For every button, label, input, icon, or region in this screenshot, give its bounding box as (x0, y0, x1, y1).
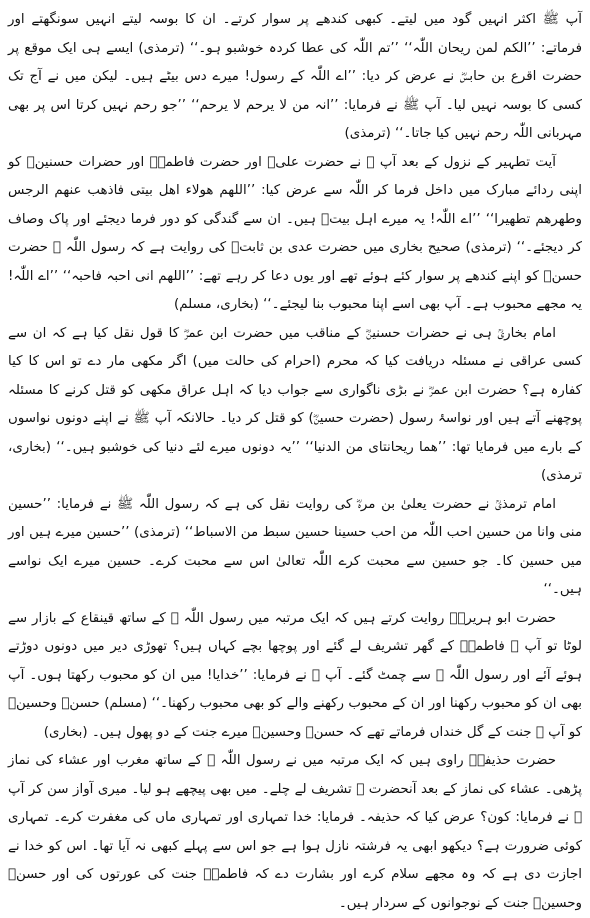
paragraph-5: حضرت ابو ہریرہؓ روایت کرتے ہیں کہ ایک مرتبہ میں رسول اللّٰہ ﷺ کے ساتھ قینقاع کے بازار سے لوٹا تو آپ ﷺ فاطمہؓ کے گھر تشریف لے گئے اور پوچھا بچے کہاں ہیں؟ تھوڑی دیر میں دونوں دوڑتے ہوئے آئے اور رسول اللّٰہ ﷺ سے چمٹ گئے۔ آپ ﷺ نے فرمایا: ’’خدایا! میں ان کو محبوب رکھتا ہوں۔ آپ بھی ان کو محبوب رکھنا اور ان کے محبوب رکھنے والے کو بھی محبوب رکھنا۔‘‘ (مسلم) حسنؓ وحسینؓ کو آپ ﷺ جنت کے گل خنداں فرماتے تھے کہ حسنؓ وحسینؓ میرے جنت کے دو پھول ہیں۔ (بخاری) (8, 610, 582, 740)
paragraph-6: حضرت حذیفہؓ راوی ہیں کہ ایک مرتبہ میں نے رسول اللّٰہ ﷺ کے ساتھ مغرب اور عشاء کی نماز پڑھی۔ عشاء کی نماز کے بعد آنحضرت ﷺ تشریف لے چلے۔ میں بھی پیچھے ہو لیا۔ میری آواز سن کر آپ ﷺ نے فرمایا: کون؟ عرض کیا کہ حذیفہ۔ فرمایا: خدا تمہاری اور تمہاری ماں کی مغفرت کرے۔ تمہاری کوئی ضرورت ہے؟ دیکھو ابھی یہ فرشتہ نازل ہوا ہے جو اس سے پہلے کبھی نہ آیا تھا۔ اس کو خدا نے اجازت دی ہے کہ وہ مجھے سلام کرے اور بشارت دے کہ فاطمہؓ جنت کی عورتوں کی اور حسنؓ وحسینؓ جنت کے نوجوانوں کے سردار ہیں۔ (8, 753, 582, 911)
paragraph-1: آپ ﷺ اکثر انہیں گود میں لیتے۔ کبھی کندھے پر سوار کرتے۔ ان کا بوسہ لیتے انہیں سونگھتے اور فرماتے: ’’الکم لمن ریحان اللّٰہ‘‘ ’’تم اللّٰہ کی عطا کردہ خوشبو ہو۔‘‘ (ترمذی) ایسے ہی ایک موقع پر حضرت اقرع بن حابسؓ نے عرض کر دیا: ’’اے اللّٰہ کے رسول! میرے دس بیٹے ہیں۔ لیکن میں نے آج تک کسی کا بوسہ نہیں لیا۔ آپ ﷺ نے فرمایا: ’’انہ من لا یرحم لا یرحم‘‘ ’’جو رحم نہیں کرتا اس پر بھی مہربانی اللّٰہ رحم نہیں کیا جاتا۔‘‘ (ترمذی) (8, 12, 582, 141)
urdu-text-page (8, 6, 582, 911)
paragraph-4: امام ترمذیؒ نے حضرت یعلیٰ بن مرہؓ کی روایت نقل کی ہے کہ رسول اللّٰہ ﷺ نے فرمایا: ’’حسین منی وانا من حسین احب اللّٰہ من احب حسینا حسین سبط من الاسباط‘‘ (ترمذی) ’’حسین میرے ہیں اور میں حسین کا۔ جو حسین سے محبت کرے اللّٰہ تعالیٰ اس سے محبت کرے۔ حسین میرے ایک نواسے ہیں۔‘‘ (8, 496, 582, 597)
paragraph-3: امام بخاریؒ ہی نے حضرات حسنینؓ کے مناقب میں حضرت ابن عمرؓ کا قول نقل کیا ہے کہ ان سے کسی عراقی نے مسئلہ دریافت کیا کہ محرم (احرام کی حالت میں) اگر مکھی مار دے تو اس کا کیا کفارہ ہے؟ حضرت ابن عمرؓ نے بڑی ناگواری سے جواب دیا کہ اہل عراق مکھی کو قتل کرنے کا مسئلہ پوچھنے آتے ہیں اور نواسۂ رسول (حضرت حسینؓ) کو قتل کر دیا۔ حالانکہ آپ ﷺ نے اپنے دونوں نواسوں کے بارے میں فرمایا تھا: ’’ھما ریحانتای من الدنیا‘‘ ’’یہ دونوں میرے لئے دنیا کی خوشبو ہیں۔‘‘ (بخاری، ترمذی) (8, 325, 582, 483)
paragraph-2: آیت تطہیر کے نزول کے بعد آپ ﷺ نے حضرت علیؓ اور حضرت فاطمہؓ اور حضرات حسنینؓ کو اپنی ردائے مبارک میں داخل فرما کر اللّٰہ سے عرض کیا: ’’اللھم ھولاء اھل بیتی فاذھب عنھم الرجس وطھرھم تطھیرا‘‘ ’’اے اللّٰہ! یہ میرے اہل بیتؓ ہیں۔ ان سے گندگی کو دور فرما دیجئے اور پاک وصاف کر دیجئے۔‘‘ (ترمذی) صحیح بخاری میں حضرت عدی بن ثابتؓ کی روایت ہے کہ رسول اللّٰہ ﷺ حضرت حسنؓ کو اپنے کندھے پر سوار کئے ہوئے تھے اور یوں دعا کر رہے تھے: ’’اللھم انی احبہ فاحبہ‘‘ ’’اے اللّٰہ! یہ مجھے محبوب ہے۔ آپ بھی اسے اپنا محبوب بنا لیجئے۔‘‘ (بخاری، مسلم) (8, 154, 582, 312)
